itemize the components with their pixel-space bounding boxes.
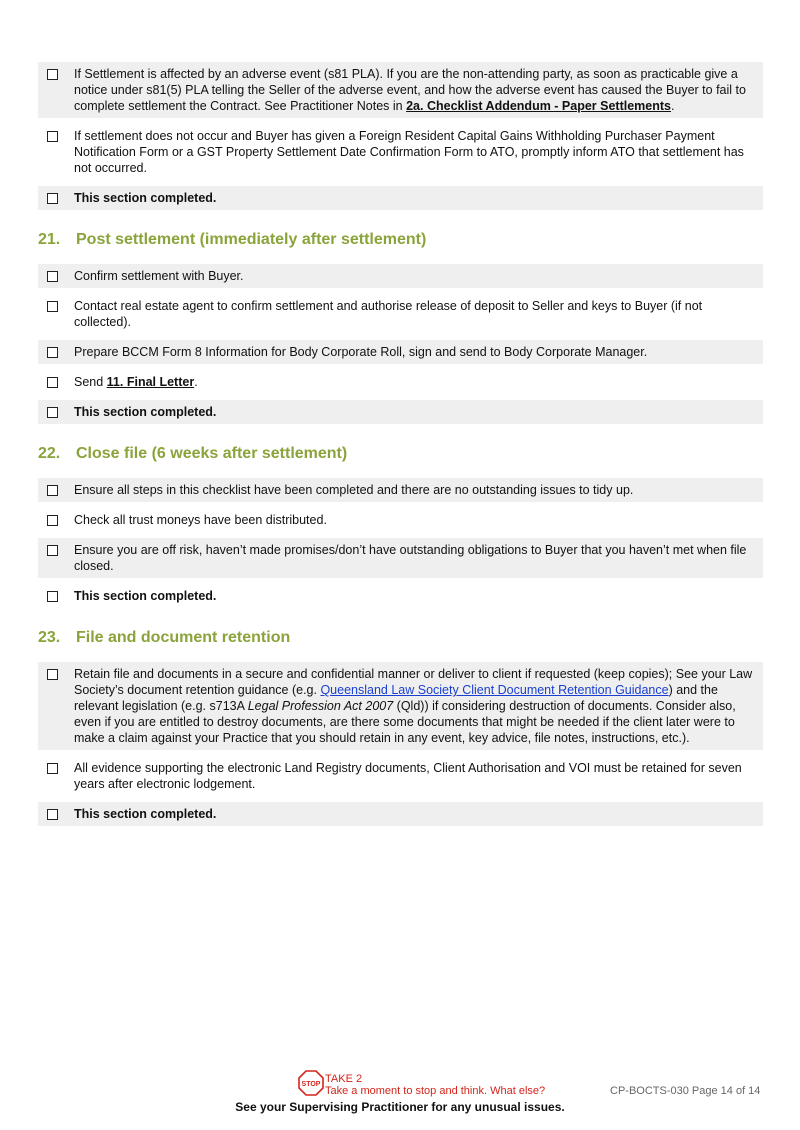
checkbox[interactable] xyxy=(47,271,58,282)
checklist-item xyxy=(38,294,763,334)
item-text: If settlement does not occur and Buyer has given a Foreign Resident Capital Gains Withholding Purchaser Payment Notification Form or a GST Property Settlement Date Confirmation Form to ATO, promptly inform ATO that settlement has not occurred. xyxy=(74,129,744,175)
section-title: Post settlement (immediately after settlement) xyxy=(76,231,427,248)
item-text: Retain file and documents in a secure and confidential manner or deliver to client if requested (keep copies); See your Law Society’s document retention guidance (e.g. Queensland Law Society Client Document Retention Guidance) and the relevant legislation (e.g. s713A Legal Profession Act 2007 (Qld)) if considering destruction of documents. Consider also, even if you are entitled to destroy documents, are there some documents that might be needed if the client later were to make a claim against your Practice that you should retain in any event, key advice, file notes, instructions, etc.). xyxy=(74,667,753,745)
checklist-item xyxy=(38,124,763,180)
section-completed-item xyxy=(38,400,763,424)
checkbox[interactable] xyxy=(47,347,58,358)
checkbox[interactable] xyxy=(47,377,58,388)
item-text: Send 11. Final Letter. xyxy=(74,375,198,389)
page-footer xyxy=(0,1070,800,1120)
item-text: This section completed. xyxy=(74,191,217,205)
checkbox[interactable] xyxy=(47,515,58,526)
checkbox[interactable] xyxy=(47,763,58,774)
document-reference: CP-BOCTS-030 Page 14 of 14 xyxy=(610,1085,761,1097)
item-text: Check all trust moneys have been distributed. xyxy=(74,513,327,527)
checklist-item xyxy=(38,264,763,288)
checklist-item xyxy=(38,756,763,796)
item-text: This section completed. xyxy=(74,807,217,821)
supervisor-note: See your Supervising Practitioner for any unusual issues. xyxy=(235,1100,565,1114)
checklist-item xyxy=(38,340,763,364)
section-title: Close file (6 weeks after settlement) xyxy=(76,445,348,462)
item-text: Prepare BCCM Form 8 Information for Body Corporate Roll, sign and send to Body Corporate Manager. xyxy=(74,345,648,359)
section-completed-item xyxy=(38,584,763,608)
section-number: 21. xyxy=(38,231,61,248)
section-completed-item xyxy=(38,186,763,210)
practitioner-notes-link[interactable]: 2a. Checklist Addendum - Paper Settlements xyxy=(406,99,671,113)
item-text: All evidence supporting the electronic Land Registry documents, Client Authorisation and VOI must be retained for seven years after electronic lodgement. xyxy=(74,761,742,791)
checkbox[interactable] xyxy=(47,545,58,556)
checkbox[interactable] xyxy=(47,809,58,820)
checklist-item xyxy=(38,62,763,118)
checklist-item xyxy=(38,538,763,578)
item-text: Ensure all steps in this checklist have been completed and there are no outstanding issues to tidy up. xyxy=(74,483,634,497)
checklist-item xyxy=(38,478,763,502)
checkbox[interactable] xyxy=(47,485,58,496)
checklist-page xyxy=(38,62,763,832)
checkbox[interactable] xyxy=(47,193,58,204)
checkbox[interactable] xyxy=(47,669,58,680)
checkbox[interactable] xyxy=(47,407,58,418)
section-heading xyxy=(38,628,763,648)
item-text: Confirm settlement with Buyer. xyxy=(74,269,244,283)
checkbox[interactable] xyxy=(47,131,58,142)
section-heading xyxy=(38,230,763,250)
checklist-item xyxy=(38,662,763,750)
item-text: This section completed. xyxy=(74,589,217,603)
final-letter-link[interactable]: 11. Final Letter xyxy=(106,375,195,389)
checklist-item xyxy=(38,508,763,532)
stop-sign-label: STOP xyxy=(301,1081,321,1088)
item-text: Ensure you are off risk, haven’t made promises/don’t have outstanding obligations to Buyer that you haven’t met when file closed. xyxy=(74,543,747,573)
section-title: File and document retention xyxy=(76,629,291,646)
take2-title: TAKE 2 xyxy=(325,1073,363,1085)
qls-retention-guidance-link[interactable]: Queensland Law Society Client Document Retention Guidance xyxy=(320,683,669,697)
checkbox[interactable] xyxy=(47,301,58,312)
section-heading xyxy=(38,444,763,464)
section-number: 22. xyxy=(38,445,61,462)
section-number: 23. xyxy=(38,629,61,646)
item-text: This section completed. xyxy=(74,405,217,419)
checkbox[interactable] xyxy=(47,591,58,602)
checklist-item xyxy=(38,370,763,394)
take2-subtitle: Take a moment to stop and think. What else? xyxy=(325,1085,546,1097)
item-text: Contact real estate agent to confirm settlement and authorise release of deposit to Seller and keys to Buyer (if not collected). xyxy=(74,299,703,329)
section-completed-item xyxy=(38,802,763,826)
checkbox[interactable] xyxy=(47,69,58,80)
item-text: If Settlement is affected by an adverse event (s81 PLA). If you are the non-attending party, as soon as practicable give a notice under s81(5) PLA telling the Seller of the adverse event, and how the adverse event has caused the Buyer to fail to complete settlement the Contract. See Practitioner Notes in 2a. Checklist Addendum - Paper Settlements. xyxy=(74,67,746,113)
stop-sign-icon xyxy=(298,1070,324,1096)
